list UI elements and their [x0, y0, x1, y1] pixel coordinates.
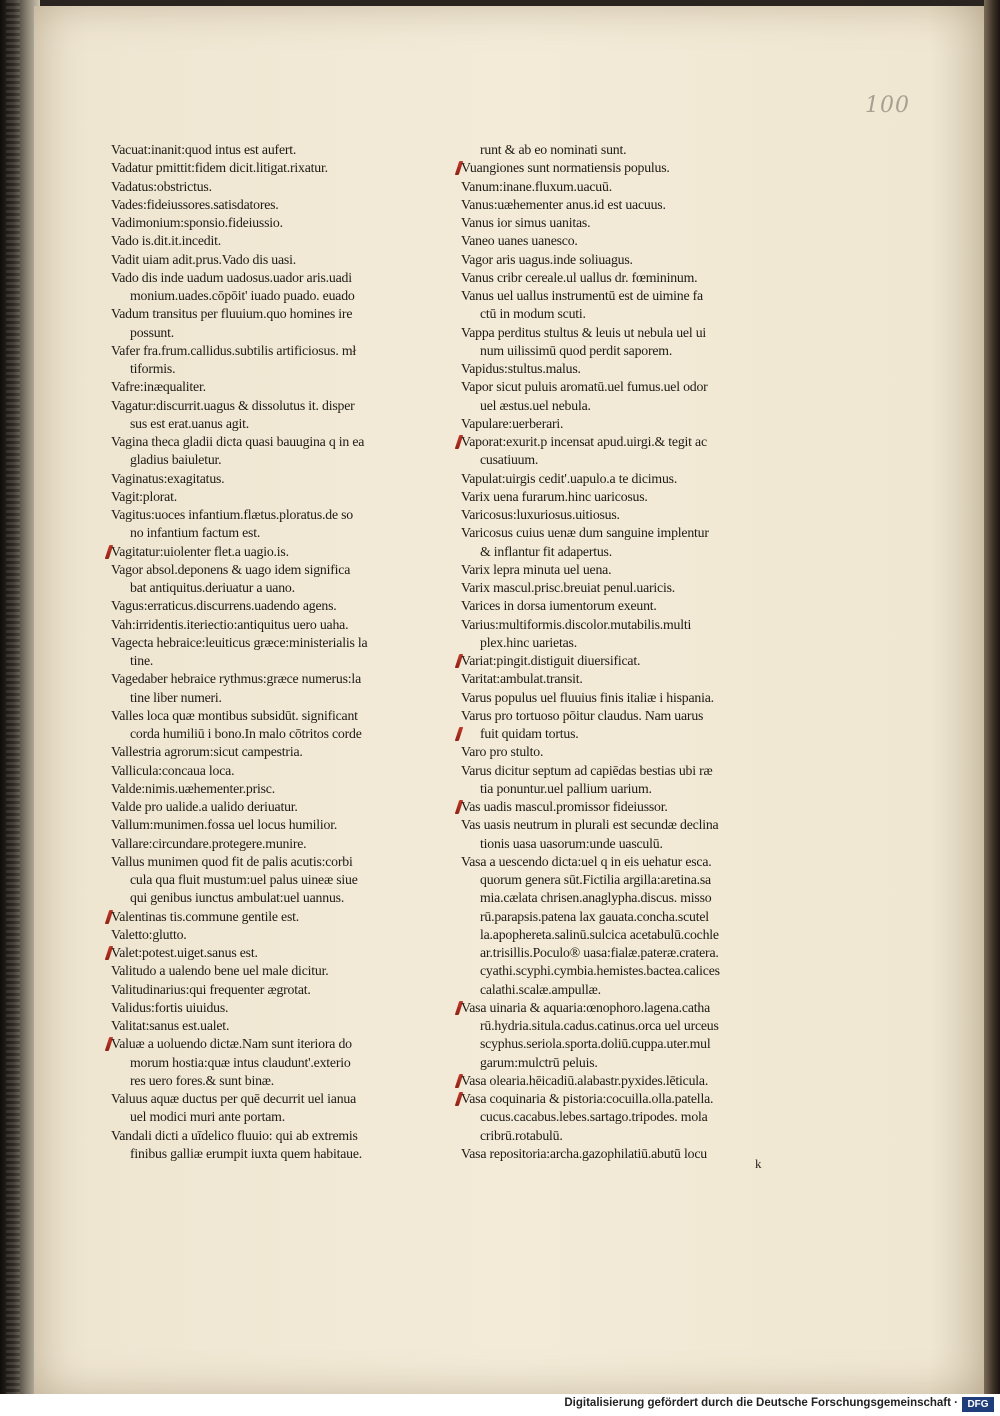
- line-text: plex.hinc uarietas.: [480, 634, 577, 650]
- line-text: cusatiuum.: [480, 452, 539, 468]
- line-text: Valitat:sanus est.ualet.: [111, 1018, 230, 1033]
- line-text: Variat:pingit.distiguit diuersificat.: [461, 653, 641, 668]
- line-text: Vasa a uescendo dicta:uel q in eis uehatur esca.: [461, 853, 712, 869]
- dictionary-entry-line: [460, 287, 790, 305]
- line-text: possunt.: [130, 324, 175, 340]
- text-line-continuation: [110, 725, 450, 743]
- dictionary-entry-line: [460, 214, 790, 232]
- line-text: Valde:nimis.uæhementer.prisc.: [111, 780, 275, 796]
- text-line-continuation: [110, 1145, 450, 1163]
- dictionary-entry-line: [110, 616, 450, 634]
- dictionary-entry-line: [110, 251, 450, 269]
- line-text: Vanus cribr cereale.ul uallus dr. fœmininum.: [461, 269, 698, 285]
- line-text: Vasa uinaria & aquaria:œnophoro.lagena.catha: [461, 999, 711, 1015]
- line-text: Valetto:glutto.: [111, 926, 187, 942]
- dictionary-entry-line: [460, 269, 790, 287]
- text-line-continuation: [110, 451, 450, 469]
- dictionary-entry-line: [110, 378, 450, 396]
- line-text: Vadit uiam adit.prus.Vado dis uasi.: [111, 251, 296, 267]
- line-text: sus est erat.uanus agit.: [130, 415, 249, 431]
- line-text: gladius baiuletur.: [130, 452, 222, 468]
- line-text: tionis uasa uasorum:unde uasculū.: [480, 835, 663, 851]
- line-text: Varix lepra minuta uel uena.: [461, 561, 612, 577]
- line-text: Vadatus:obstrictus.: [111, 178, 212, 194]
- text-line-continuation: [460, 889, 790, 907]
- dictionary-entry-line: [110, 853, 450, 871]
- text-line-continuation: [460, 926, 790, 944]
- dictionary-entry-line: [460, 1145, 790, 1163]
- line-text: Vallicula:concaua loca.: [111, 762, 235, 778]
- text-line-continuation: [110, 1072, 450, 1090]
- text-column-left: [110, 141, 450, 1163]
- text-line-continuation: [460, 871, 790, 889]
- line-text: tine.: [130, 653, 154, 668]
- dictionary-entry-line: [110, 159, 450, 177]
- line-text: Vaneo uanes uanesco.: [461, 233, 578, 249]
- line-text: qui genibus iunctus ambulat:uel uannus.: [130, 890, 345, 906]
- line-text: Varus populus uel fluuius finis italiæ i hispania.: [461, 689, 714, 705]
- line-text: Varus dicitur septum ad capiēdas bestias ubi ræ: [461, 762, 713, 778]
- text-line-continuation: [460, 780, 790, 798]
- dictionary-entry-line: [110, 926, 450, 944]
- dictionary-entry-line: [110, 780, 450, 798]
- line-text: Vallum:munimen.fossa uel locus humilior.: [111, 817, 338, 833]
- text-line-continuation: [110, 871, 450, 889]
- line-text: Validus:fortis uiuidus.: [111, 999, 229, 1015]
- line-text: mia.cælata chrisen.anaglypha.discus. misso: [480, 890, 712, 906]
- text-line-continuation: [110, 1108, 450, 1126]
- line-text: num uilissimū quod perdit saporem.: [480, 342, 673, 358]
- line-text: Valitudo a ualendo bene uel male dicitur.: [111, 963, 329, 979]
- line-text: rū.hydria.situla.cadus.catinus.orca uel urceus: [480, 1018, 719, 1033]
- dictionary-entry-line: [460, 1090, 790, 1108]
- text-line-continuation: [460, 305, 790, 323]
- line-text: garum:mulctrū peluis.: [480, 1054, 598, 1070]
- line-text: Varicosus:luxuriosus.uitiosus.: [461, 507, 620, 522]
- text-line-continuation: [460, 981, 790, 999]
- text-line-continuation: [110, 1054, 450, 1072]
- dictionary-entry-line: [460, 196, 790, 214]
- dictionary-entry-line: [110, 305, 450, 323]
- dictionary-entry-line: [110, 196, 450, 214]
- dictionary-entry-line: [460, 561, 790, 579]
- dictionary-entry-line: [460, 689, 790, 707]
- dictionary-entry-line: [460, 159, 790, 177]
- dictionary-entry-line: [460, 762, 790, 780]
- text-line-continuation: [110, 652, 450, 670]
- line-text: Vasa repositoria:archa.gazophilatiū.abutū locu: [461, 1145, 707, 1161]
- dictionary-entry-line: [110, 342, 450, 360]
- text-column-right: [460, 141, 790, 1163]
- dfg-logo: DFG: [962, 1397, 994, 1412]
- line-text: cula qua fluit mustum:uel palus uineæ siue: [130, 872, 358, 887]
- line-text: cyathi.scyphi.cymbia.hemistes.bactea.calices: [480, 963, 720, 979]
- line-text: Vappa perditus stultus & leuis ut nebula uel ui: [461, 324, 707, 340]
- dictionary-entry-line: [460, 360, 790, 378]
- line-text: Varus pro tortuoso pōitur claudus. Nam uarus: [461, 707, 704, 723]
- dictionary-entry-line: [110, 999, 450, 1017]
- dictionary-entry-line: [110, 743, 450, 761]
- line-text: Vasa coquinaria & pistoria:cocuilla.olla.patella.: [461, 1091, 714, 1106]
- text-line-continuation: [460, 962, 790, 980]
- line-text: corda humiliū i bono.In malo cōtritos corde: [130, 726, 362, 741]
- dictionary-entry-line: [460, 178, 790, 196]
- line-text: Varix mascul.prisc.breuiat penul.uaricis.: [461, 580, 676, 595]
- line-text: Vagitus:uoces infantium.flætus.ploratus.de so: [111, 507, 353, 522]
- dictionary-entry-line: [110, 506, 450, 524]
- line-text: tine liber numeri.: [130, 689, 222, 705]
- line-text: Vagus:erraticus.discurrens.uadendo agens.: [111, 598, 337, 614]
- text-line-continuation: [110, 524, 450, 542]
- text-line-continuation: [460, 543, 790, 561]
- text-line-continuation: [460, 397, 790, 415]
- line-text: Vanus:uæhementer anus.id est uacuus.: [461, 196, 666, 212]
- line-text: Vapidus:stultus.malus.: [461, 361, 581, 376]
- text-line-continuation: [460, 1127, 790, 1145]
- line-text: Vanum:inane.fluxum.uacuū.: [461, 178, 612, 194]
- dictionary-entry-line: [110, 178, 450, 196]
- text-line-continuation: [460, 1035, 790, 1053]
- dictionary-entry-line: [460, 579, 790, 597]
- page-right-edge: [984, 0, 1000, 1400]
- line-text: Vagor absol.deponens & uago idem significa: [111, 561, 351, 577]
- line-text: calathi.scalæ.ampullæ.: [480, 981, 601, 997]
- dictionary-entry-line: [460, 816, 790, 834]
- dictionary-entry-line: [110, 561, 450, 579]
- text-line-continuation: [460, 725, 790, 743]
- line-text: Vagedaber hebraice rythmus:græce numerus:la: [111, 671, 361, 687]
- dictionary-entry-line: [110, 1017, 450, 1035]
- line-text: monium.uades.cōpōit' iuado puado. euado: [130, 288, 355, 303]
- dictionary-entry-line: [110, 762, 450, 780]
- line-text: Vagecta hebraice:leuiticus græce:ministerialis la: [111, 634, 368, 650]
- footer-bar: [0, 1394, 1000, 1416]
- dictionary-entry-line: [460, 670, 790, 688]
- line-text: Vagitatur:uiolenter flet.a uagio.is.: [111, 543, 289, 559]
- dictionary-entry-line: [110, 269, 450, 287]
- dictionary-entry-line: [110, 214, 450, 232]
- line-text: Valentinas tis.commune gentile est.: [111, 908, 300, 924]
- line-text: Vafer fra.frum.callidus.subtilis artificiosus. mł: [111, 342, 356, 358]
- line-text: Vacuat:inanit:quod intus est aufert.: [111, 142, 297, 157]
- line-text: Vapulare:uerberari.: [461, 415, 564, 431]
- line-text: la.apophereta.salinū.sulcica acetabulū.cochle: [480, 926, 719, 942]
- line-text: Vagor aris uagus.inde soliuagus.: [461, 251, 633, 267]
- text-line-continuation: [460, 634, 790, 652]
- dictionary-entry-line: [110, 488, 450, 506]
- line-text: Vado dis inde uadum uadosus.uador aris.uadi: [111, 269, 352, 285]
- dictionary-entry-line: [110, 835, 450, 853]
- dictionary-entry-line: [460, 597, 790, 615]
- line-text: Vallestria agrorum:sicut campestria.: [111, 744, 303, 760]
- line-text: Varitat:ambulat.transit.: [461, 671, 583, 687]
- line-text: Valitudinarius:qui frequenter ægrotat.: [111, 981, 311, 997]
- line-text: Vaporat:exurit.p incensat apud.uirgi.& tegit ac: [461, 434, 707, 449]
- text-line-continuation: [110, 889, 450, 907]
- text-line-continuation: [110, 579, 450, 597]
- dictionary-entry-line: [110, 944, 450, 962]
- dictionary-entry-line: [110, 670, 450, 688]
- line-text: res uero fores.& sunt binæ.: [130, 1072, 275, 1088]
- text-line-continuation: [460, 908, 790, 926]
- dictionary-entry-line: [460, 232, 790, 250]
- line-text: rū.parapsis.patena lax gauata.concha.scutel: [480, 908, 709, 924]
- dictionary-entry-line: [460, 433, 790, 451]
- dictionary-entry-line: [460, 707, 790, 725]
- line-text: Valuæ a uoluendo dictæ.Nam sunt iteriora do: [111, 1036, 352, 1052]
- dictionary-entry-line: [110, 1035, 450, 1053]
- line-text: Vah:irridentis.iteriectio:antiquitus uero uaha.: [111, 616, 349, 632]
- line-text: scyphus.seriola.sporta.doliū.cuppa.uter.mul: [480, 1036, 711, 1052]
- dictionary-entry-line: [460, 1072, 790, 1090]
- dictionary-entry-line: [460, 506, 790, 524]
- line-text: uel æstus.uel nebula.: [480, 397, 591, 413]
- line-text: Vafre:inæqualiter.: [111, 379, 206, 395]
- text-line-continuation: [110, 415, 450, 433]
- line-text: Vaginatus:exagitatus.: [111, 470, 225, 486]
- line-text: Vuangiones sunt normatiensis populus.: [461, 160, 670, 176]
- text-line-continuation: [460, 835, 790, 853]
- line-text: cucus.cacabus.lebes.sartago.tripodes. mola: [480, 1109, 708, 1125]
- text-line-continuation: [460, 1017, 790, 1035]
- dictionary-entry-line: [460, 652, 790, 670]
- line-text: Vallus munimen quod fit de palis acutis:corbi: [111, 853, 353, 869]
- text-line-continuation: [460, 1108, 790, 1126]
- line-text: Valet:potest.uiget.sanus est.: [111, 945, 258, 960]
- footer-credit: Digitalisierung gefördert durch die Deutsche Forschungsgemeinschaft ·: [564, 1397, 958, 1409]
- line-text: tia ponuntur.uel pallium uarium.: [480, 780, 652, 796]
- dictionary-entry-line: [460, 616, 790, 634]
- line-text: tiformis.: [130, 361, 176, 376]
- text-line-continuation: [460, 451, 790, 469]
- line-text: Vapulat:uirgis cedit'.uapulo.a te dicimus.: [461, 470, 678, 486]
- line-text: Vagatur:discurrit.uagus & dissolutus it. disper: [111, 397, 355, 413]
- line-text: Vas uasis neutrum in plurali est secundæ declina: [461, 817, 719, 833]
- dictionary-entry-line: [110, 470, 450, 488]
- dictionary-entry-line: [460, 524, 790, 542]
- line-text: Varicosus cuius uenæ dum sanguine implentur: [461, 525, 709, 541]
- line-text: Vadimonium:sponsio.fideiussio.: [111, 215, 283, 230]
- dictionary-entry-line: [110, 232, 450, 250]
- line-text: Vanus ior simus uanitas.: [461, 215, 591, 230]
- dictionary-entry-line: [110, 798, 450, 816]
- line-text: Vas uadis mascul.promissor fideiussor.: [461, 799, 668, 814]
- line-text: bat antiquitus.deriuatur a uano.: [130, 580, 295, 595]
- text-line-continuation: [460, 1054, 790, 1072]
- dictionary-entry-line: [460, 324, 790, 342]
- dictionary-entry-line: [460, 488, 790, 506]
- line-text: Vades:fideiussores.satisdatores.: [111, 196, 279, 212]
- dictionary-entry-line: [460, 378, 790, 396]
- dictionary-entry-line: [460, 470, 790, 488]
- signature-mark: k: [755, 1156, 762, 1171]
- text-line-continuation: [110, 689, 450, 707]
- line-text: Vado is.dit.it.incedit.: [111, 233, 221, 249]
- line-text: Vadatur pmittit:fidem dicit.litigat.rixatur.: [111, 160, 328, 176]
- dictionary-entry-line: [110, 1090, 450, 1108]
- folio-number: 100: [865, 93, 910, 118]
- dictionary-entry-line: [460, 743, 790, 761]
- text-line-continuation: [460, 342, 790, 360]
- line-text: Varius:multiformis.discolor.mutabilis.multi: [461, 616, 692, 632]
- line-text: morum hostia:quæ intus claudunt'.exterio: [130, 1054, 351, 1070]
- line-text: Valuus aquæ ductus per quē decurrit uel ianua: [111, 1091, 357, 1106]
- dictionary-entry-line: [110, 816, 450, 834]
- text-line-continuation: [110, 287, 450, 305]
- line-text: Varices in dorsa iumentorum exeunt.: [461, 598, 657, 614]
- line-text: Valde pro ualide.a ualido deriuatur.: [111, 799, 298, 814]
- dictionary-entry-line: [110, 543, 450, 561]
- dictionary-entry-line: [110, 433, 450, 451]
- dictionary-entry-line: [460, 415, 790, 433]
- dictionary-entry-line: [460, 251, 790, 269]
- dictionary-entry-line: [110, 908, 450, 926]
- line-text: Vagina theca gladii dicta quasi bauugina q in ea: [111, 434, 365, 449]
- line-text: Vasa olearia.hēicadiū.alabastr.pyxides.lēticula.: [461, 1072, 709, 1088]
- text-line-continuation: [460, 944, 790, 962]
- dictionary-entry-line: [110, 1127, 450, 1145]
- dictionary-entry-line: [110, 634, 450, 652]
- line-text: runt & ab eo nominati sunt.: [480, 142, 627, 157]
- line-text: & inflantur fit adapertus.: [480, 543, 612, 559]
- text-line-continuation: [110, 360, 450, 378]
- line-text: no infantium factum est.: [130, 525, 261, 541]
- dictionary-entry-line: [460, 853, 790, 871]
- line-text: Vapor sicut puluis aromatū.uel fumus.uel odor: [461, 379, 708, 395]
- text-line-continuation: [460, 141, 790, 159]
- line-text: Vadum transitus per fluuium.quo homines ire: [111, 306, 353, 322]
- dictionary-entry-line: [110, 981, 450, 999]
- dictionary-entry-line: [110, 962, 450, 980]
- line-text: Vanus uel uallus instrumentū est de uimine fa: [461, 288, 703, 303]
- dictionary-entry-line: [110, 707, 450, 725]
- dictionary-entry-line: [110, 597, 450, 615]
- line-text: uel modici muri ante portam.: [130, 1109, 285, 1125]
- line-text: Varix uena furarum.hinc uaricosus.: [461, 488, 648, 504]
- dictionary-entry-line: [110, 141, 450, 159]
- dictionary-entry-line: [110, 397, 450, 415]
- line-text: Vandali dicti a uīdelico fluuio: qui ab extremis: [111, 1127, 358, 1143]
- line-text: ctū in modum scuti.: [480, 306, 586, 322]
- line-text: finibus galliæ erumpit iuxta quem habitaue.: [130, 1145, 363, 1161]
- line-text: ar.trisillis.Poculo® uasa:fialæ.pateræ.cratera.: [480, 945, 719, 960]
- line-text: Vallare:circundare.protegere.munire.: [111, 835, 307, 851]
- line-text: fuit quidam tortus.: [480, 726, 579, 741]
- line-text: cribrū.rotabulū.: [480, 1127, 563, 1143]
- dictionary-entry-line: [460, 798, 790, 816]
- line-text: Valles loca quæ montibus subsidūt. significant: [111, 707, 358, 723]
- line-text: Vagit:plorat.: [111, 488, 177, 504]
- line-text: quorum genera sūt.Fictilia argilla:aretina.sa: [480, 872, 711, 887]
- text-line-continuation: [110, 324, 450, 342]
- line-text: Varo pro stulto.: [461, 744, 544, 760]
- dictionary-entry-line: [460, 999, 790, 1017]
